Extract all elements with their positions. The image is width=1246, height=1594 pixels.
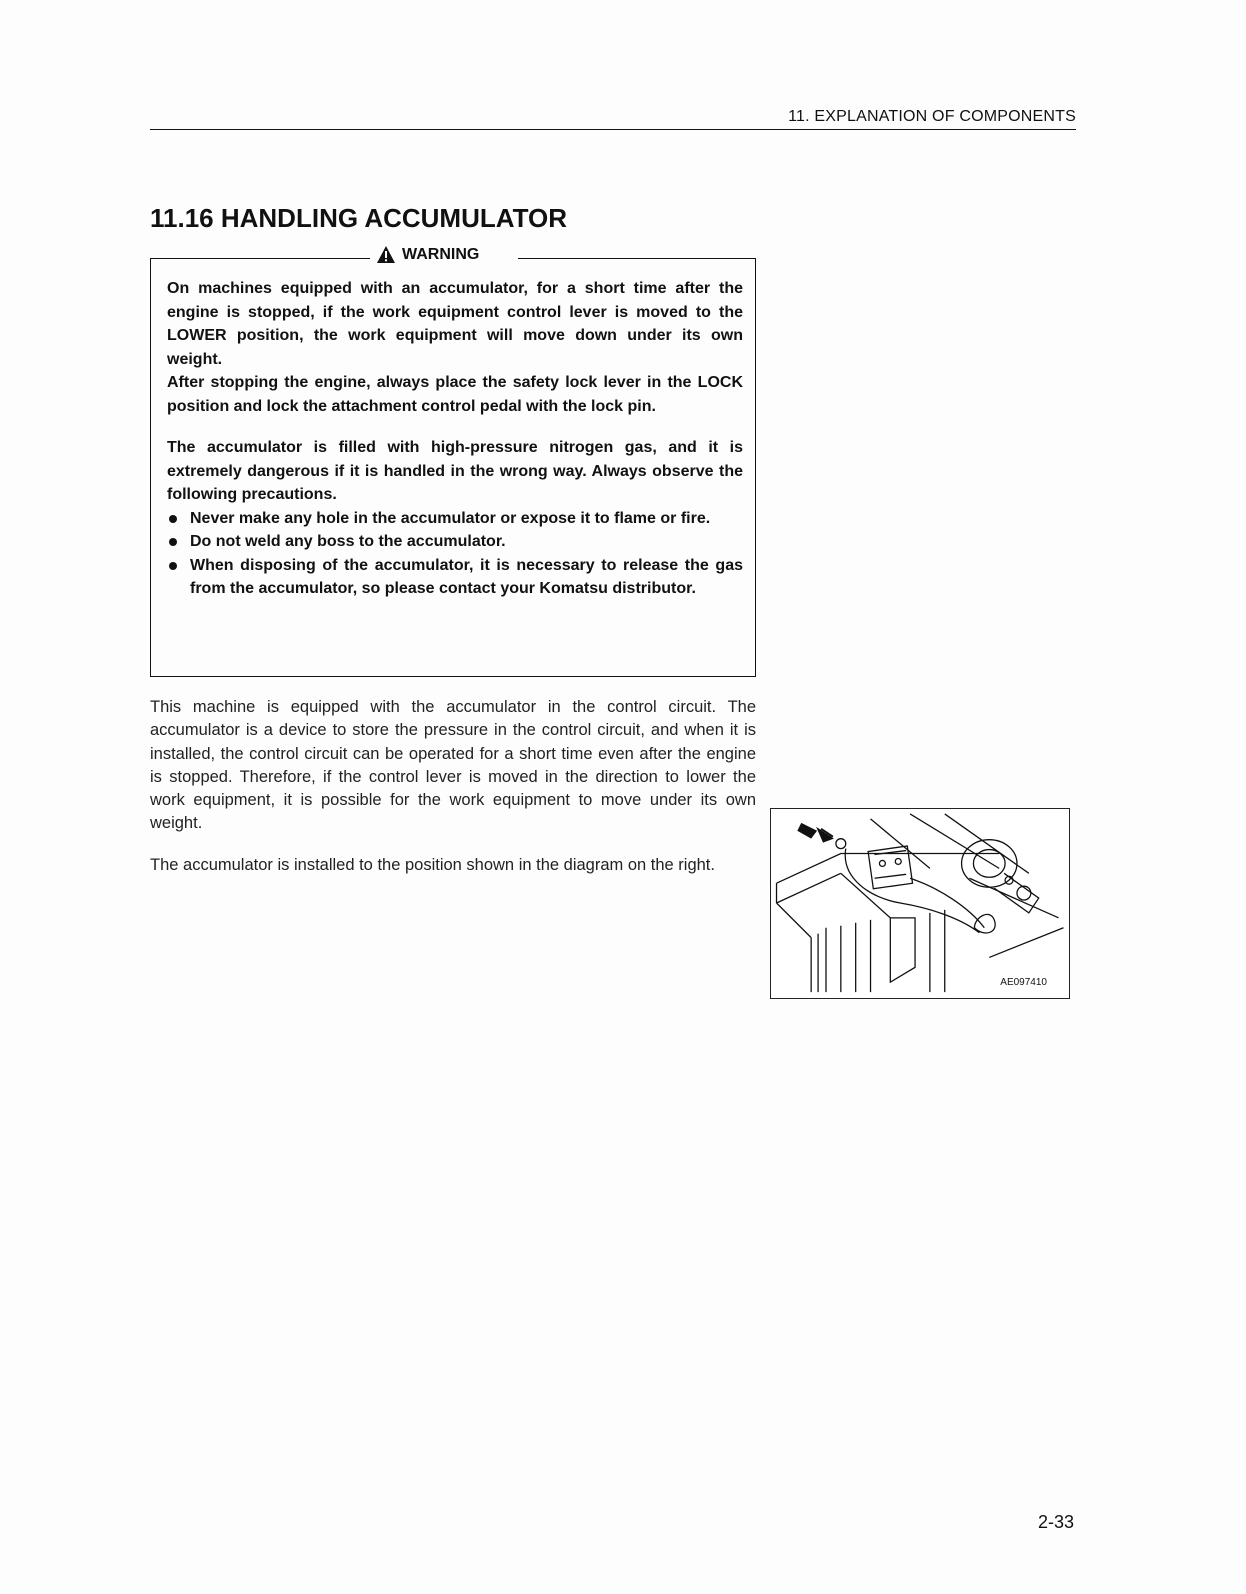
precaution-list	[167, 507, 743, 601]
warning-label	[376, 245, 479, 264]
figure-code: AE097410	[1000, 977, 1047, 988]
bullet-icon	[169, 538, 177, 546]
precaution-item	[167, 507, 743, 531]
running-header: 11. EXPLANATION OF COMPONENTS	[788, 108, 1076, 125]
body-paragraph: The accumulator is installed to the position shown in the diagram on the right.	[150, 855, 715, 874]
section-title: 11.16 HANDLING ACCUMULATOR	[150, 203, 568, 233]
precaution-text: When disposing of the accumulator, it is necessary to release the gas from the accumulator, so please contact your Komatsu distributor.	[190, 556, 743, 597]
warning-paragraph: On machines equipped with an accumulator, for a short time after the engine is stopped, if the work equipment control lever is moved to the LOWER position, the work equipment will move down under its own weight.	[167, 280, 743, 368]
accumulator-location-figure	[770, 808, 1070, 999]
precaution-item	[167, 554, 743, 601]
body-paragraph: This machine is equipped with the accumulator in the control circuit. The accumulator is a device to store the pressure in the control circuit, and when it is installed, the control circuit can be operated for a short time even after the engine is stopped. Therefore, if the control lever is moved in the direction to lower the work equipment, it is possible for the work equipment to move under its own weight.	[150, 698, 756, 833]
warning-label-text: WARNING	[402, 245, 480, 263]
page-number: 2-33	[1037, 1512, 1074, 1532]
warning-text	[167, 277, 743, 601]
bullet-icon	[169, 562, 177, 570]
precaution-item	[167, 530, 743, 554]
body-text	[150, 696, 756, 877]
warning-paragraph: The accumulator is filled with high-pressure nitrogen gas, and it is extremely dangerous if it is handled in the wrong way. Always observe the following precautions.	[167, 439, 743, 503]
header-rule	[150, 129, 1076, 130]
precaution-text: Do not weld any boss to the accumulator.	[190, 533, 506, 550]
accumulator-diagram	[771, 809, 1069, 998]
precaution-text: Never make any hole in the accumulator or expose it to flame or fire.	[190, 509, 711, 527]
warning-paragraph: After stopping the engine, always place the safety lock lever in the LOCK position and lock the attachment control pedal with the lock pin.	[167, 374, 743, 415]
warning-triangle-icon	[376, 245, 396, 264]
bullet-icon	[169, 515, 177, 523]
